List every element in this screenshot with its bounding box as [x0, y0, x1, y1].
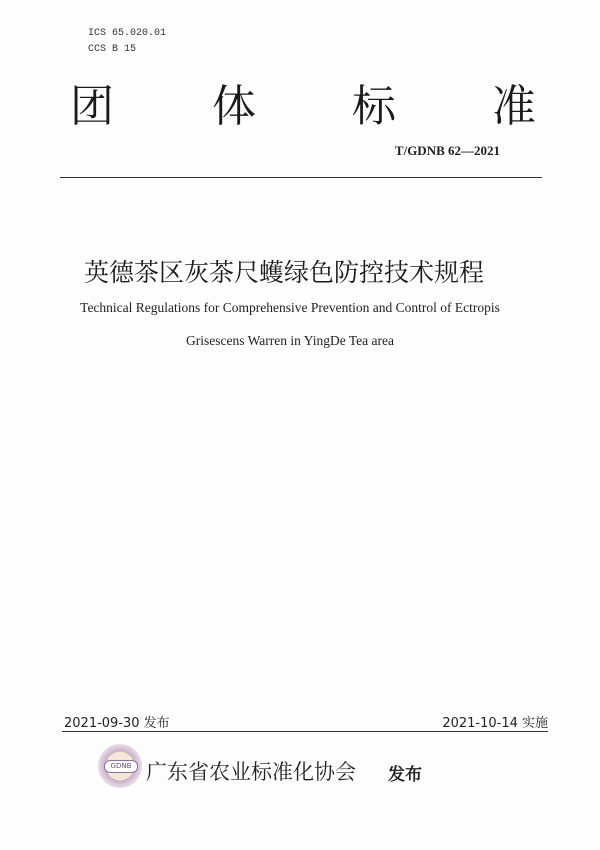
publish-date: 2021-09-30 发布 — [64, 716, 170, 731]
ccs-code: CCS B 15 — [88, 44, 137, 55]
header-divider — [60, 177, 542, 178]
publisher-name: 广东省农业标准化协会 — [146, 760, 356, 784]
implement-date: 2021-10-14 实施 — [442, 716, 548, 731]
header-char: 准 — [492, 81, 536, 132]
title-en-line2: Grisescens Warren in YingDe Tea area — [185, 333, 394, 348]
logo-text: GDNB — [104, 760, 138, 773]
publisher-logo — [98, 744, 142, 788]
header-char: 标 — [352, 81, 396, 132]
title-en-line1: Technical Regulations for Comprehensive Prevention and Control of Ectropis — [80, 300, 500, 315]
header-char: 体 — [212, 81, 256, 132]
standard-code: T/GDNB 62—2021 — [394, 143, 500, 158]
title-cn: 英德茶区灰茶尺蠖绿色防控技术规程 — [84, 258, 485, 287]
publisher-suffix: 发布 — [388, 765, 422, 785]
footer-divider — [62, 731, 548, 732]
header-char: 团 — [70, 81, 114, 132]
ics-code: ICS 65.020.01 — [88, 28, 167, 39]
